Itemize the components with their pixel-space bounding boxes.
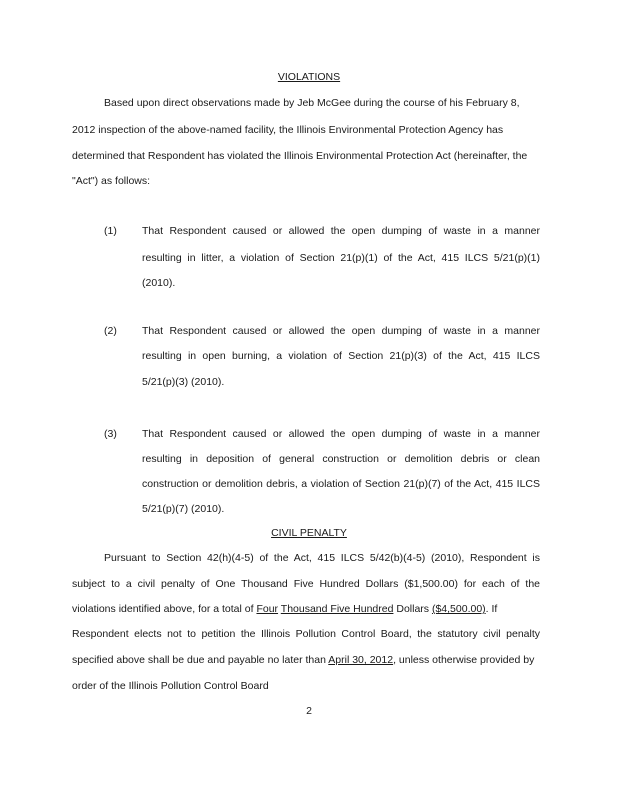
violation-3-number: (3) — [104, 428, 117, 440]
intro-line-3: determined that Respondent has violated the Illinois Environmental Protection Act (hereinafter, the — [72, 150, 528, 162]
penalty-line-6: order of the Illinois Pollution Control Board — [72, 680, 269, 692]
penalty-line-3-start: violations identified above, for a total of — [72, 603, 257, 615]
penalty-line-2: subject to a civil penalty of One Thousand Five Hundred Dollars ($1,500.00) for each of the — [72, 578, 540, 590]
penalty-line-5 — [72, 654, 534, 667]
civil-penalty-heading: CIVIL PENALTY — [271, 527, 347, 539]
violation-1-line-3: (2010). — [142, 277, 176, 289]
penalty-total-amount: ($4,500.00) — [431, 603, 486, 615]
violations-heading: VIOLATIONS — [277, 71, 341, 83]
violation-2-line-2: resulting in open burning, a violation of Section 21(p)(3) of the Act, 415 ILCS — [142, 350, 540, 362]
penalty-amount-words: Thousand Five Hundred — [280, 603, 394, 615]
violation-1-line-1: That Respondent caused or allowed the open dumping of waste in a manner — [142, 225, 540, 237]
violation-3-line-1: That Respondent caused or allowed the open dumping of waste in a manner — [142, 428, 540, 440]
penalty-line-3 — [72, 603, 497, 616]
intro-line-2: 2012 inspection of the above-named facility, the Illinois Environmental Protection Agency has — [72, 124, 504, 136]
penalty-line-5-end: , unless otherwise provided by — [393, 654, 535, 666]
violation-2-line-3: 5/21(p)(3) (2010). — [142, 376, 225, 388]
intro-line-1: Based upon direct observations made by Jeb McGee during the course of his February 8, — [104, 97, 520, 109]
page-number: 2 — [306, 705, 312, 717]
violation-3-line-3: construction or demolition debris, a violation of Section 21(p)(7) of the Act, 415 ILCS — [142, 478, 540, 490]
penalty-line-4: Respondent elects not to petition the Illinois Pollution Control Board, the statutory civil penalty — [72, 628, 540, 640]
penalty-line-3-end: . If — [485, 603, 498, 615]
violation-3-line-4: 5/21(p)(7) (2010). — [142, 503, 225, 515]
violation-3-line-2: resulting in deposition of general construction or demolition debris or clean — [142, 453, 540, 465]
violation-1-line-2: resulting in litter, a violation of Section 21(p)(1) of the Act, 415 ILCS 5/21(p)(1) — [142, 252, 540, 264]
penalty-line-1: Pursuant to Section 42(h)(4-5) of the Act, 415 ILCS 5/42(b)(4-5) (2010), Respondent is — [104, 552, 540, 564]
penalty-four: Four — [256, 603, 279, 615]
penalty-due-date: April 30, 2012 — [328, 654, 394, 666]
violation-2-line-1: That Respondent caused or allowed the open dumping of waste in a manner — [142, 325, 540, 337]
intro-line-4: "Act") as follows: — [72, 175, 151, 187]
penalty-line-5-start: specified above shall be due and payable no later than — [72, 654, 329, 666]
penalty-line-3-middle: Dollars — [393, 603, 432, 615]
violation-2-number: (2) — [104, 325, 117, 337]
violation-1-number: (1) — [104, 225, 117, 237]
